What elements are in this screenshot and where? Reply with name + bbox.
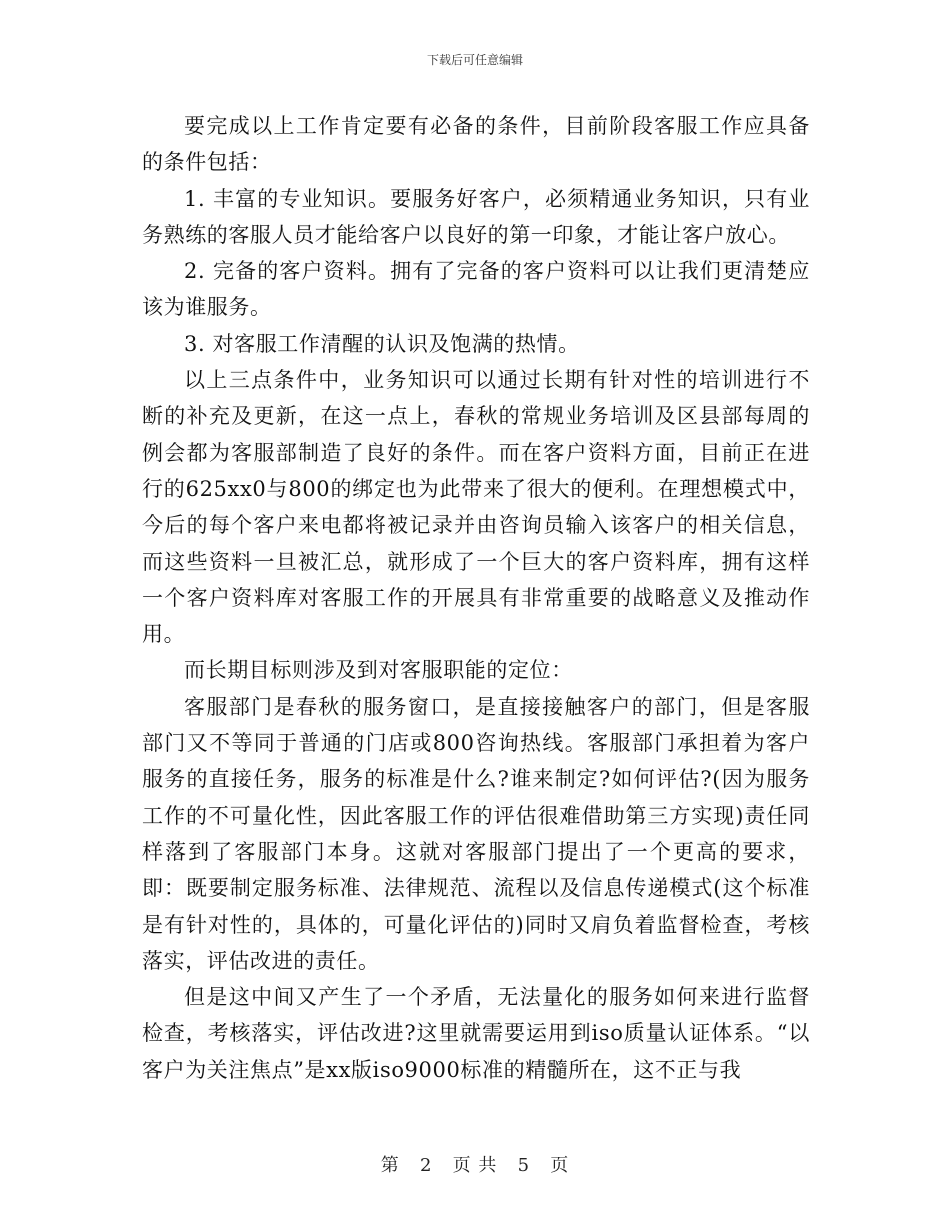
paragraph-department-role: 客服部门是春秋的服务窗口，是直接接触客户的部门，但是客服部门又不等同于普通的门店或800咨询热线。客服部门承担着为客户服务的直接任务，服务的标准是什么?谁来制定?如何评估?(因为服务工作的不可量化性，因此客服工作的评估很难借助第三方实现)责任同样落到了客服部门本身。这就对客服部门提出了一个更高的要求，即：既要制定服务标准、法律规范、流程以及信息传递模式(这个标准是有针对性的，具体的，可量化评估的)同时又肩负着监督检查，考核落实，评估改进的责任。 bbox=[142, 694, 810, 973]
paragraph-long-term-goal: 而长期目标则涉及到对客服职能的定位： bbox=[184, 658, 573, 683]
page-prefix: 第 bbox=[380, 1155, 400, 1176]
page-middle: 页 共 bbox=[452, 1155, 498, 1176]
paragraph-condition-2: 2. 完备的客户资料。拥有了完备的客户资料可以让我们更清楚应该为谁服务。 bbox=[142, 259, 810, 320]
document-body bbox=[142, 108, 810, 1088]
paragraph-condition-3: 3. 对客服工作清醒的认识及饱满的热情。 bbox=[184, 331, 580, 356]
header-note: 下载后可任意编辑 bbox=[426, 53, 523, 67]
page-suffix: 页 bbox=[550, 1155, 570, 1176]
paragraph-contradiction: 但是这中间又产生了一个矛盾，无法量化的服务如何来进行监督检查，考核落实，评估改进?这里就需要运用到iso质量认证体系。“以客户为关注焦点”是xx版iso9000标准的精髓所在，这不正与我 bbox=[142, 985, 810, 1082]
page-footer bbox=[0, 1154, 950, 1178]
page-current-number: 2 bbox=[419, 1155, 433, 1176]
page-total-number: 5 bbox=[517, 1155, 531, 1176]
paragraph-conditions-summary: 以上三点条件中，业务知识可以通过长期有针对性的培训进行不断的补充及更新，在这一点上，春秋的常规业务培训及区县部每周的例会都为客服部制造了良好的条件。而在客户资料方面，目前正在进行的625xx0与800的绑定也为此带来了很大的便利。在理想模式中，今后的每个客户来电都将被记录并由咨询员输入该客户的相关信息，而这些资料一旦被汇总，就形成了一个巨大的客户资料库，拥有这样一个客户资料库对客服工作的开展具有非常重要的战略意义及推动作用。 bbox=[142, 368, 810, 647]
paragraph-conditions-intro: 要完成以上工作肯定要有必备的条件，目前阶段客服工作应具备的条件包括： bbox=[142, 114, 810, 175]
page-header bbox=[0, 52, 950, 68]
paragraph-condition-1: 1. 丰富的专业知识。要服务好客户，必须精通业务知识，只有业务熟练的客服人员才能给客户以良好的第一印象，才能让客户放心。 bbox=[142, 186, 810, 247]
